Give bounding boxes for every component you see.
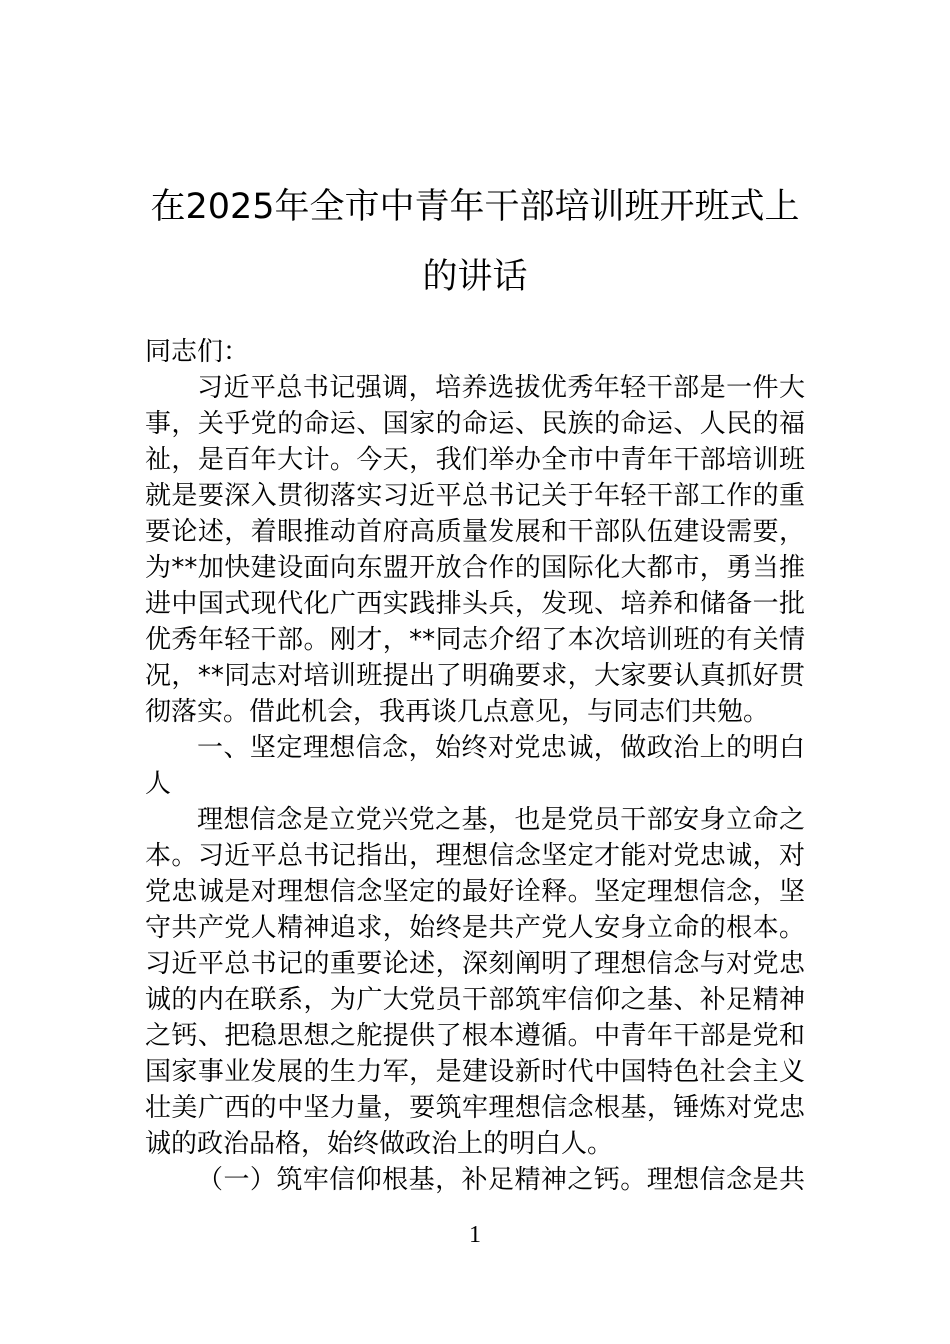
paragraph-intro-line: 就是要深入贯彻落实习近平总书记关于年轻干部工作的重	[145, 481, 805, 511]
document-title-line-2: 的讲话	[422, 257, 528, 297]
page-number: 1	[469, 1222, 481, 1248]
paragraph-section-1-line: 之钙、把稳思想之舵提供了根本遵循。中青年干部是党和	[145, 1021, 805, 1051]
paragraph-section-1-line: 本。习近平总书记指出，理想信念坚定才能对党忠诚，对	[145, 841, 805, 871]
paragraph-intro-line: 进中国式现代化广西实践排头兵，发现、培养和储备一批	[145, 589, 805, 619]
document-title-line-1: 在2025年全市中青年干部培训班开班式上	[150, 187, 800, 227]
paragraph-section-1-line: 党忠诚是对理想信念坚定的最好诠释。坚定理想信念，坚	[145, 877, 805, 907]
paragraph-intro-line: 祉，是百年大计。今天，我们举办全市中青年干部培训班	[145, 445, 805, 475]
paragraph-intro-line: 彻落实。借此机会，我再谈几点意见，与同志们共勉。	[145, 697, 770, 727]
section-heading-1-line: 人	[145, 769, 172, 799]
paragraph-intro-line: 优秀年轻干部。刚才，**同志介绍了本次培训班的有关情	[145, 625, 805, 655]
paragraph-section-1-line: 壮美广西的中坚力量，要筑牢理想信念根基，锤炼对党忠	[145, 1093, 805, 1123]
paragraph-intro-line: 况，**同志对培训班提出了明确要求，大家要认真抓好贯	[145, 661, 805, 691]
paragraph-intro-line: 事，关乎党的命运、国家的命运、民族的命运、人民的福	[145, 409, 805, 439]
paragraph-section-1-line: 诚的政治品格，始终做政治上的明白人。	[145, 1129, 614, 1159]
section-heading-1-line: 一、坚定理想信念，始终对党忠诚，做政治上的明白	[197, 733, 805, 763]
paragraph-section-1-line: 守共产党人精神追求，始终是共产党人安身立命的根本。	[145, 913, 805, 943]
paragraph-section-1-line: 习近平总书记的重要论述，深刻阐明了理想信念与对党忠	[145, 949, 805, 979]
paragraph-intro-line: 要论述，着眼推动首府高质量发展和干部队伍建设需要，	[145, 517, 805, 547]
paragraph-section-1-line: 理想信念是立党兴党之基，也是党员干部安身立命之	[197, 805, 805, 835]
paragraph-section-1-line: 国家事业发展的生力军，是建设新时代中国特色社会主义	[145, 1057, 805, 1087]
paragraph-intro-line: 为**加快建设面向东盟开放合作的国际化大都市，勇当推	[145, 553, 805, 583]
document-body	[145, 334, 805, 1198]
paragraph-section-1-line: 诚的内在联系，为广大党员干部筑牢信仰之基、补足精神	[145, 985, 805, 1015]
salutation: 同志们：	[145, 337, 250, 367]
subsection-heading-1-line: （一）筑牢信仰根基，补足精神之钙。理想信念是共	[197, 1165, 805, 1195]
paragraph-intro-line: 习近平总书记强调，培养选拔优秀年轻干部是一件大	[197, 373, 805, 403]
